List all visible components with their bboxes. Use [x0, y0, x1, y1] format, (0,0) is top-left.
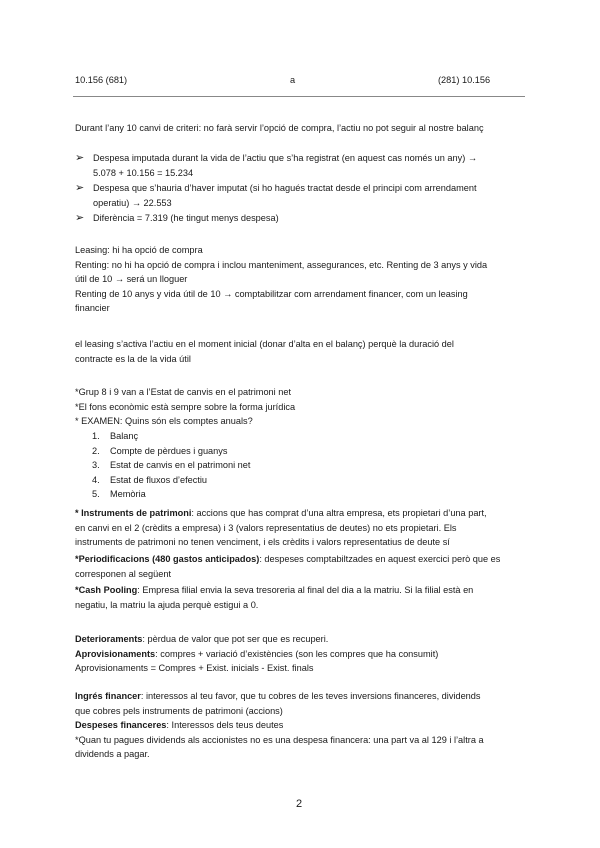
instruments-label: * Instruments de patrimoni — [75, 508, 192, 518]
intro-paragraph — [75, 121, 527, 136]
despeses-text: : Interessos dels teus deutes — [166, 720, 284, 730]
periodif-label: *Periodificacions (480 gastos anticipados) — [75, 554, 260, 564]
instruments-text: instruments de patrimoni no tenen venciment, i els crèdits i valors representatius de deute sí — [75, 537, 450, 547]
dividends-text: dividends a pagar. — [75, 749, 150, 759]
page-number: 2 — [296, 798, 303, 810]
aprov-text: : compres + variació d’existències (son les compres que ha consumit) — [155, 648, 439, 659]
renting-line: financier — [75, 303, 110, 313]
renting-line: Renting de 10 anys y vida útil de 10 → comptabilitzar com arrendament financer, com un leasing — [75, 288, 468, 299]
aprov-label: Aprovisionaments — [75, 648, 156, 659]
cashpool-paragraph — [75, 583, 527, 612]
cashpool-text: negatiu, la matriu la ajuda perquè estigui a 0. — [75, 599, 259, 610]
list-item: 5. Memòria — [92, 489, 146, 499]
deterioraments-text: : pèrdua de valor que pot ser que es recuperi. — [142, 634, 329, 644]
note-line: *El fons econòmic està sempre sobre la forma jurídica — [75, 401, 296, 412]
leasing-line: Leasing: hi ha opció de compra — [75, 245, 203, 255]
despeses-label: Despeses financeres — [75, 720, 167, 730]
accounts-list — [92, 429, 250, 502]
renting-line: útil de 10 → será un lloguer — [75, 274, 188, 284]
dividends-text: *Quan tu pagues dividends als accionistes no es una despesa financera: una part va al 129 i l’altra a — [75, 734, 484, 745]
list-item: 4. Estat de fluxos d’efectiu — [92, 474, 208, 485]
header-middle: a — [290, 75, 296, 85]
leasing-block — [75, 243, 527, 316]
note-line: * EXAMEN: Quins són els comptes anuals? — [75, 416, 253, 426]
activation-text: el leasing s’activa l’actiu en el moment inicial (donar d’alta en el balanç) perquè la duració del — [75, 339, 454, 349]
ingres-text: que cobres pels instruments de patrimoni (accions) — [75, 705, 283, 716]
periodif-paragraph — [75, 552, 527, 581]
bullet-text: Diferència = 7.319 (he tingut menys despesa) — [93, 213, 279, 223]
bullet-text: operatiu) → 22.553 — [93, 197, 172, 208]
header-left: 10.156 (681) — [75, 75, 128, 85]
periodif-text: : despeses comptabiltzades en aquest exercici però que es — [259, 554, 501, 564]
cashpool-label: *Cash Pooling — [75, 585, 138, 595]
list-item: 2. Compte de pèrdues i guanys — [92, 445, 228, 456]
deterioraments-label: Deterioraments — [75, 634, 143, 644]
note-line: *Grup 8 i 9 van a l’Estat de canvis en el patrimoni net — [75, 387, 292, 397]
header-rule — [73, 96, 525, 97]
instruments-text: : accions que has comprat d’una altra empresa, ets propietari d’una part, — [191, 508, 487, 518]
bullet-text: 5.078 + 10.156 = 15.234 — [93, 167, 194, 178]
list-item: 3. Estat de canvis en el patrimoni net — [92, 460, 251, 470]
aprov-formula: Aprovisionaments = Compres + Exist. inicials - Exist. finals — [75, 663, 314, 673]
renting-line: Renting: no hi ha opció de compra i inclou manteniment, assegurances, etc. Renting de 3 anys y vida — [75, 259, 488, 270]
activation-text: contracte es la de la vida útil — [75, 353, 191, 364]
ingres-label: Ingrés financer — [75, 691, 141, 701]
definitions-block — [75, 632, 527, 676]
financial-block — [75, 689, 527, 762]
arrow-bullet-icon: ➢ — [75, 182, 85, 194]
arrow-bullet-icon: ➢ — [75, 152, 85, 164]
activation-paragraph — [75, 337, 527, 366]
list-item: 1. Balanç — [92, 431, 139, 441]
header-right: (281) 10.156 — [438, 75, 491, 85]
arrow-bullet-icon: ➢ — [75, 212, 85, 224]
instruments-paragraph — [75, 506, 527, 550]
notes-block — [75, 385, 527, 429]
instruments-text: en canvi en el 2 (crèdits a empresa) i 3 (valors representatius de deutes) no ets propietari. Els — [75, 522, 457, 533]
ingres-text: : interessos al teu favor, que tu cobres de les teves inversions financeres, dividends — [140, 691, 481, 701]
cashpool-text: : Empresa filial envia la seva tresoreria al final del dia a la matriu. Si la filial està en — [137, 585, 474, 595]
bullet-text: Despesa imputada durant la vida de l’actiu que s’ha registrat (en aquest cas només un any) → — [93, 153, 478, 163]
intro-text: Durant l’any 10 canvi de criteri: no farà servir l’opció de compra, l’actiu no pot seguir al nostre balanç — [75, 123, 484, 133]
bullet-text: Despesa que s’hauria d’haver imputat (si ho hagués tractat desde el principi com arrendament — [93, 183, 477, 193]
periodif-text: corresponen al següent — [75, 568, 172, 579]
